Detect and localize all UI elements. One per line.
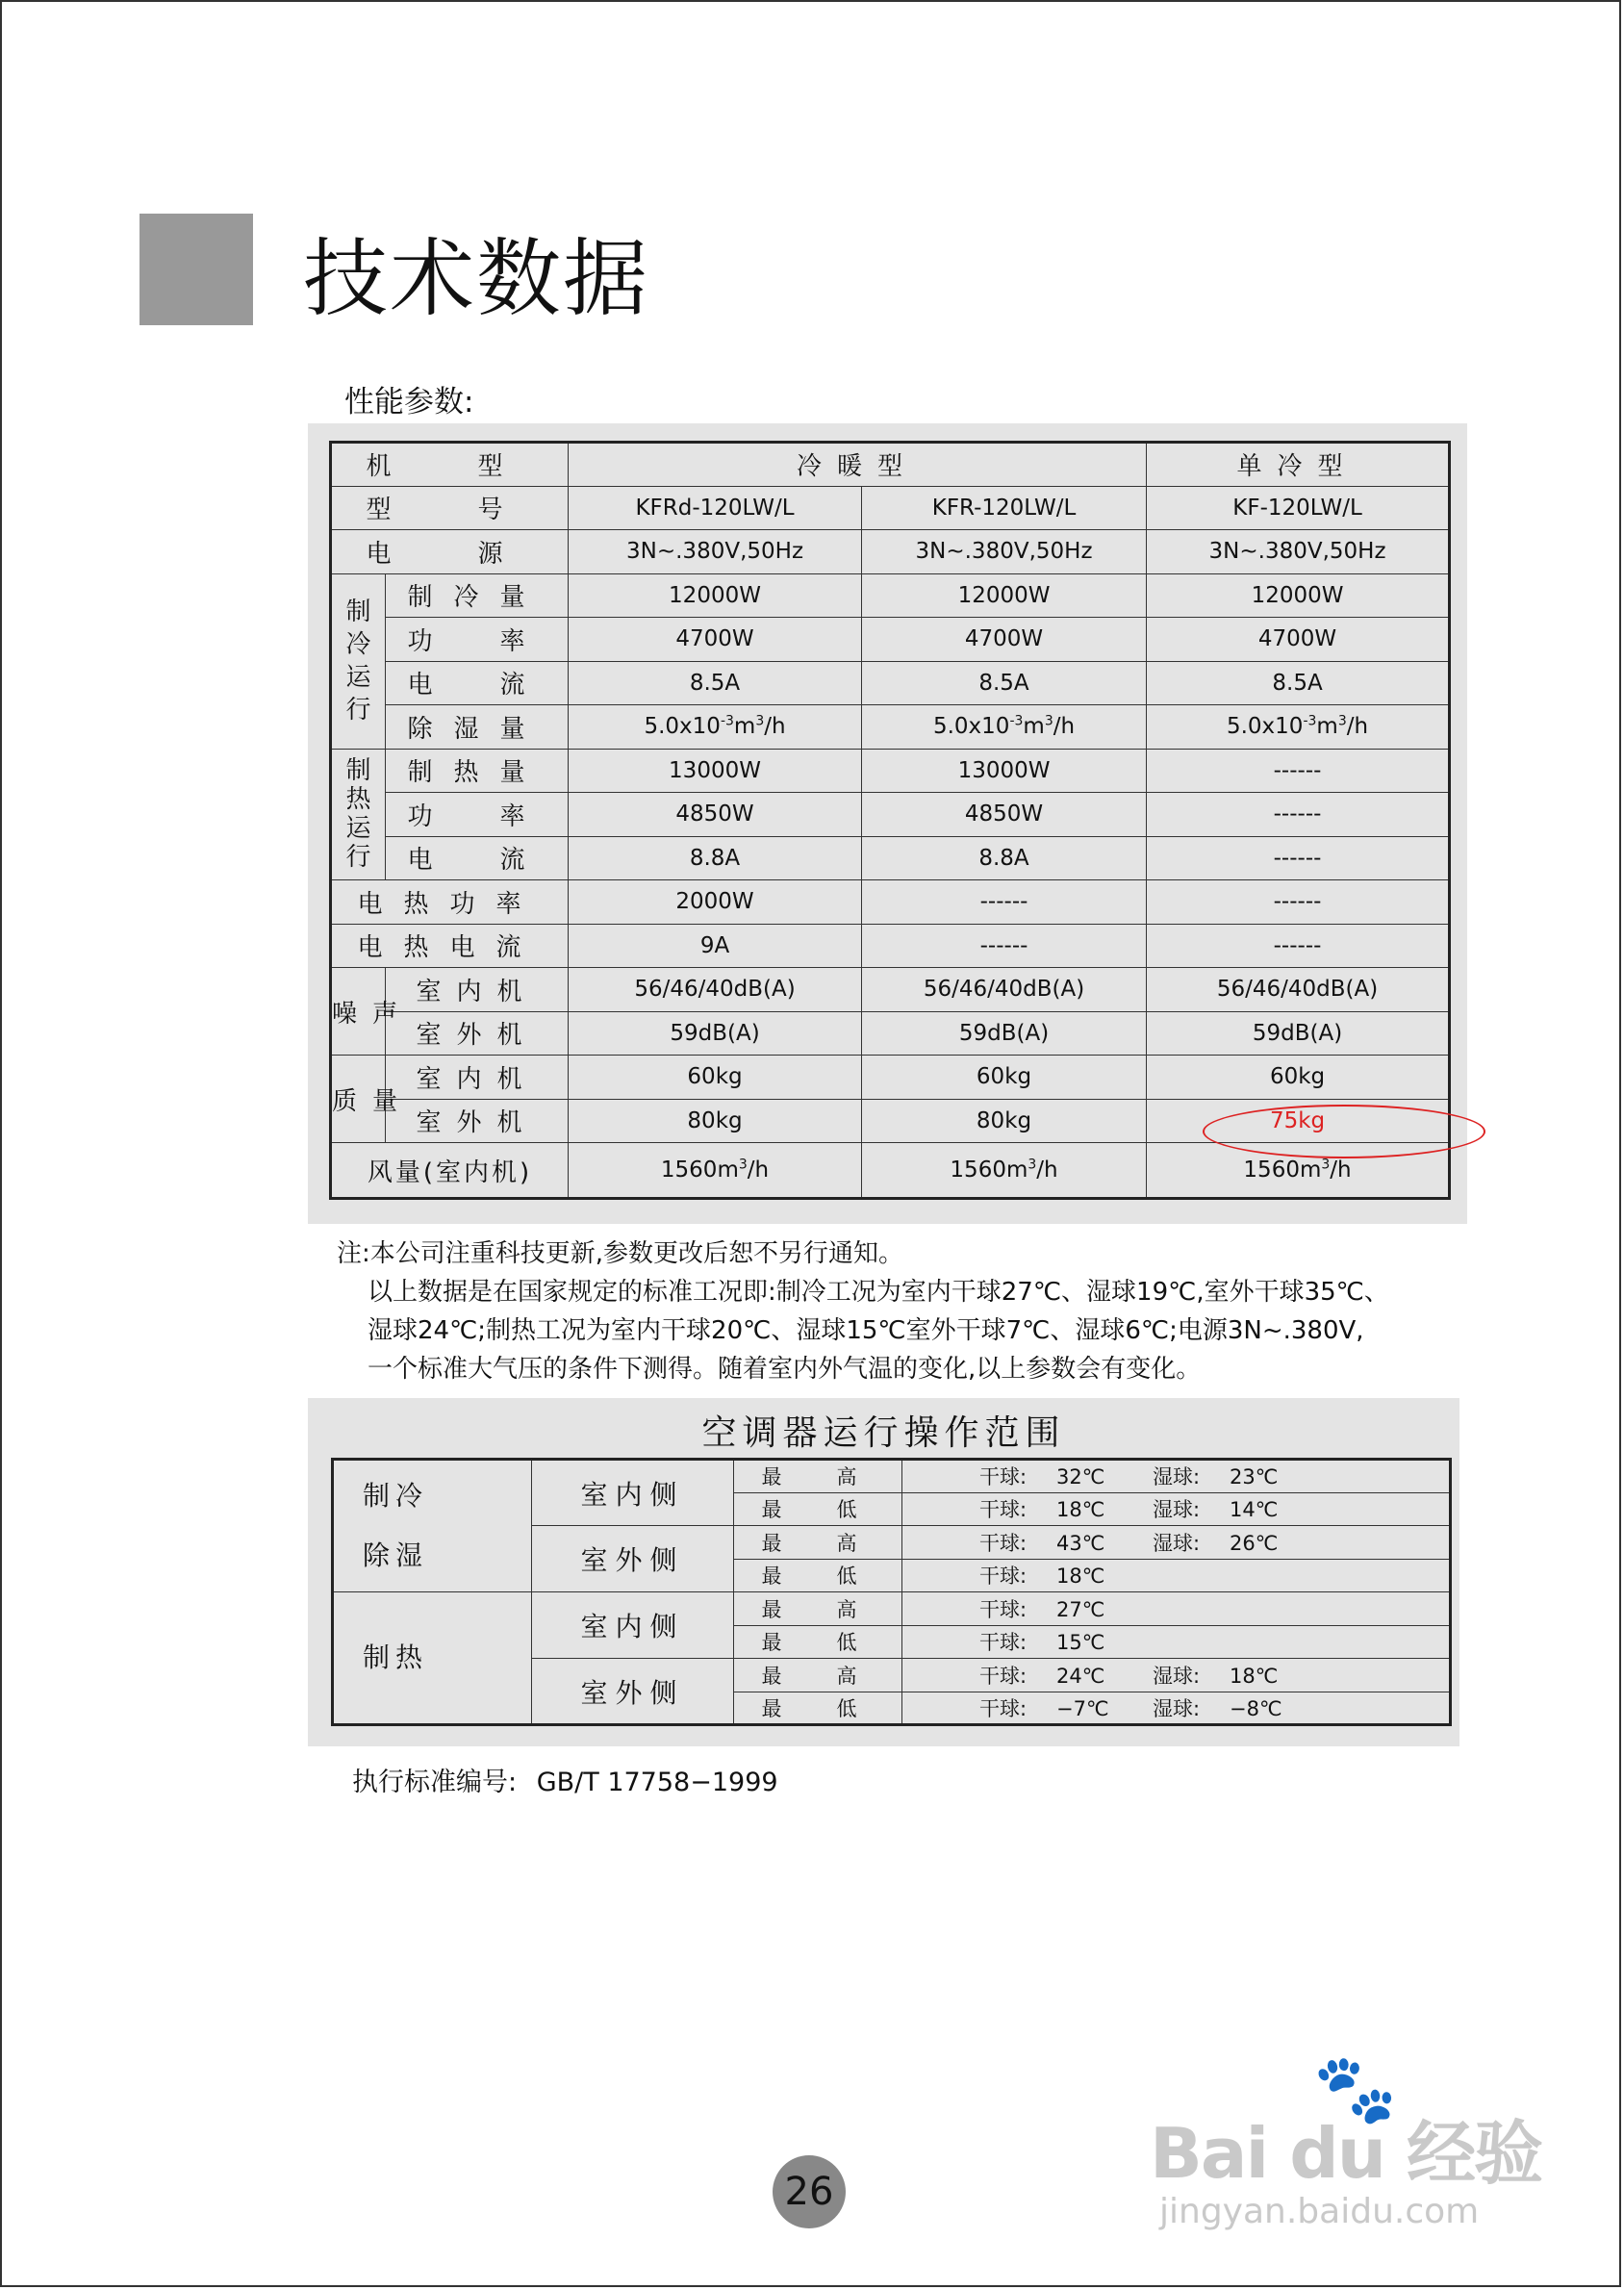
group-label-weight: 质量: [331, 1056, 386, 1143]
row-label: 功 率: [386, 618, 569, 662]
row-label-electric-heat-current: 电热电流: [331, 924, 569, 968]
level-label: 最 低: [734, 1492, 902, 1526]
range-value-cell: 干球: −7℃ 湿球: −8℃: [902, 1692, 1451, 1725]
table-row: [331, 749, 1450, 793]
airflow-cell: $1560m^3/h$: [569, 1143, 862, 1199]
standard-label: 执行标准编号:: [352, 1768, 518, 1797]
value-cell: 60kg: [1147, 1056, 1450, 1100]
table-row: [331, 1056, 1450, 1100]
row-label: 室外机: [386, 1099, 569, 1143]
power-cell: 3N~.380V,50Hz: [569, 530, 862, 574]
value-cell: 4850W: [862, 793, 1147, 837]
dehumidify-cell: $5.0x10^{-3}m^3/h$: [862, 705, 1147, 750]
dehumidify-cell: $5.0x10^{-3}m^3/h$: [1147, 705, 1450, 750]
group-label-text: 制热运行: [345, 756, 371, 873]
level-label: 最 低: [734, 1692, 902, 1725]
mode-cool-dehumidify: [333, 1460, 532, 1592]
table-row: [331, 968, 1450, 1012]
note-line: 一个标准大气压的条件下测得。随着室内外气温的变化,以上参数会有变化。: [368, 1355, 1202, 1384]
airflow-cell: $1560m^3/h$: [1147, 1143, 1450, 1199]
value-cell: 59dB(A): [862, 1011, 1147, 1056]
note-line: 以上数据是在国家规定的标准工况即:制冷工况为室内干球27℃、湿球19℃,室外干球35℃、: [368, 1278, 1389, 1307]
value-cell: 12000W: [569, 573, 862, 618]
table-row: [333, 1460, 1451, 1493]
power-cell: 3N~.380V,50Hz: [862, 530, 1147, 574]
value-cell: 4700W: [862, 618, 1147, 662]
value-cell: 60kg: [862, 1056, 1147, 1100]
value-cell: 8.5A: [862, 661, 1147, 705]
table-row: [331, 793, 1450, 837]
watermark-brand: Bai du 经验: [1150, 2113, 1542, 2194]
range-value-cell: 干球: 43℃ 湿球: 26℃: [902, 1526, 1451, 1560]
paw-icon: 🐾: [1313, 2049, 1398, 2128]
value-cell: 2000W: [569, 880, 862, 925]
note-line: 注:本公司注重科技更新,参数更改后恕不另行通知。: [337, 1239, 904, 1268]
performance-panel: [308, 423, 1467, 1224]
highlighted-value-cell: 75kg: [1147, 1099, 1450, 1143]
range-value-cell: 干球: 32℃ 湿球: 23℃: [902, 1460, 1451, 1493]
dehumidify-cell: $5.0x10^{-3}m^3/h$: [569, 705, 862, 750]
value-cell: ------: [1147, 924, 1450, 968]
table-row: [331, 530, 1450, 574]
mode-heat: 制热: [333, 1592, 532, 1725]
header-cool-only: 单冷型: [1147, 443, 1450, 487]
row-label: 电 流: [386, 836, 569, 880]
row-label: 室外机: [386, 1011, 569, 1056]
performance-table: [329, 441, 1451, 1200]
value-cell: ------: [862, 924, 1147, 968]
power-cell: 3N~.380V,50Hz: [1147, 530, 1450, 574]
row-label: 制冷量: [386, 573, 569, 618]
group-label-cooling: [331, 573, 386, 749]
mode-label: 除湿: [363, 1539, 429, 1571]
value-cell: 12000W: [862, 573, 1147, 618]
value-cell: 4850W: [569, 793, 862, 837]
level-label: 最 低: [734, 1559, 902, 1592]
group-label-noise: 噪声: [331, 968, 386, 1056]
title-block-decoration: [140, 214, 253, 325]
standard-code-line: [352, 1761, 778, 1798]
value-cell: 80kg: [569, 1099, 862, 1143]
level-label: 最 高: [734, 1526, 902, 1560]
value-cell: 8.5A: [569, 661, 862, 705]
value-cell: 8.8A: [569, 836, 862, 880]
value-cell: ------: [1147, 880, 1450, 925]
note-line: 湿球24℃;制热工况为室内干球20℃、湿球15℃室外干球7℃、湿球6℃;电源3N~.380V,: [368, 1316, 1364, 1345]
value-cell: 59dB(A): [1147, 1011, 1450, 1056]
range-value-cell: 干球: 27℃: [902, 1592, 1451, 1626]
row-label-model-no: 型 号: [331, 486, 569, 530]
value-cell: 4700W: [1147, 618, 1450, 662]
row-label-electric-heat-power: 电热功率: [331, 880, 569, 925]
table-row: [331, 486, 1450, 530]
table-row: [331, 705, 1450, 750]
level-label: 最 高: [734, 1592, 902, 1626]
table-row: [331, 1011, 1450, 1056]
table-row: [331, 836, 1450, 880]
side-label: 室内侧: [532, 1460, 734, 1526]
row-label: 除湿量: [386, 705, 569, 750]
value-cell: 80kg: [862, 1099, 1147, 1143]
row-label: 室内机: [386, 1056, 569, 1100]
model-cell: KFRd-120LW/L: [569, 486, 862, 530]
value-cell: 60kg: [569, 1056, 862, 1100]
row-label: 功 率: [386, 793, 569, 837]
header-heat-cool: 冷暖型: [569, 443, 1147, 487]
value-cell: ------: [1147, 749, 1450, 793]
row-label: 电 流: [386, 661, 569, 705]
table-row: [331, 443, 1450, 487]
value-cell: 56/46/40dB(A): [862, 968, 1147, 1012]
table-row: [333, 1592, 1451, 1626]
row-label-model-type: 机 型: [331, 443, 569, 487]
model-cell: KF-120LW/L: [1147, 486, 1450, 530]
level-label: 最 高: [734, 1659, 902, 1692]
value-cell: ------: [862, 880, 1147, 925]
notes-block: [337, 1234, 1389, 1388]
row-label: 制热量: [386, 749, 569, 793]
range-value-cell: 干球: 18℃ 湿球: 14℃: [902, 1492, 1451, 1526]
value-cell: 12000W: [1147, 573, 1450, 618]
range-table-title: 空调器运行操作范围: [701, 1413, 1066, 1453]
operating-range-panel: [308, 1398, 1459, 1746]
table-row: [331, 880, 1450, 925]
value-cell: ------: [1147, 836, 1450, 880]
range-value-cell: 干球: 24℃ 湿球: 18℃: [902, 1659, 1451, 1692]
watermark-url: jingyan.baidu.com: [1159, 2192, 1480, 2231]
side-label: 室外侧: [532, 1526, 734, 1592]
highlight-oval-annotation: [1203, 1105, 1485, 1158]
row-label-airflow: 风量(室内机): [331, 1143, 569, 1199]
value-cell: 13000W: [569, 749, 862, 793]
group-label-heating: [331, 749, 386, 880]
table-row: [331, 573, 1450, 618]
value-cell: 8.8A: [862, 836, 1147, 880]
value-cell: 4700W: [569, 618, 862, 662]
value-cell: 56/46/40dB(A): [569, 968, 862, 1012]
table-row: [331, 924, 1450, 968]
section-subtitle: 性能参数:: [344, 385, 474, 420]
model-cell: KFR-120LW/L: [862, 486, 1147, 530]
airflow-cell: $1560m^3/h$: [862, 1143, 1147, 1199]
group-label-text: 制冷运行: [345, 598, 371, 725]
operating-range-table: [331, 1458, 1452, 1726]
value-cell: 59dB(A): [569, 1011, 862, 1056]
value-cell: 13000W: [862, 749, 1147, 793]
value-cell: 56/46/40dB(A): [1147, 968, 1450, 1012]
side-label: 室外侧: [532, 1659, 734, 1725]
level-label: 最 高: [734, 1460, 902, 1493]
mode-label: 制冷: [363, 1480, 429, 1512]
row-label-power-supply: 电 源: [331, 530, 569, 574]
range-value-cell: 干球: 15℃: [902, 1625, 1451, 1659]
page-title: 技术数据: [303, 229, 650, 328]
side-label: 室内侧: [532, 1592, 734, 1659]
value-cell: 9A: [569, 924, 862, 968]
table-row: [331, 661, 1450, 705]
page-number: 26: [773, 2155, 846, 2228]
row-label: 室内机: [386, 968, 569, 1012]
standard-code: GB/T 17758−1999: [536, 1768, 778, 1797]
table-row: [331, 618, 1450, 662]
value-cell: ------: [1147, 793, 1450, 837]
level-label: 最 低: [734, 1625, 902, 1659]
value-cell: 8.5A: [1147, 661, 1450, 705]
range-value-cell: 干球: 18℃: [902, 1559, 1451, 1592]
